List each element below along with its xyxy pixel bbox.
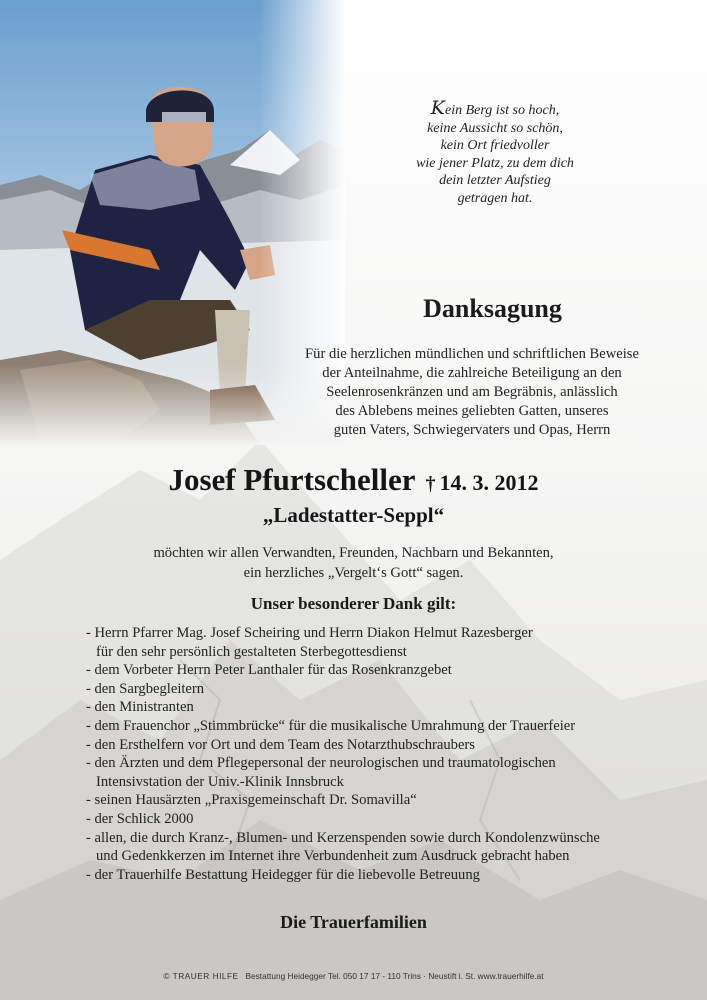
footer (0, 971, 707, 981)
poem-initial: K (430, 97, 445, 119)
thanks-list (86, 624, 686, 884)
thanks-paragraph (0, 543, 707, 583)
footer-contact: Bestattung Heidegger Tel. 050 17 17 - 110 Trins · Neustift i. St. www.trauerhilfe.at (245, 971, 544, 981)
list-item: - den Ersthelfern vor Ort und dem Team des Notarzthubschraubers (86, 736, 475, 753)
thanks-line: möchten wir allen Verwandten, Freunden, Nachbarn und Bekannten, (153, 545, 554, 561)
list-item-continuation: und Gedenkkerzen im Internet ihre Verbundenheit zum Ausdruck gebracht haben (96, 848, 570, 865)
list-item (86, 829, 686, 866)
intro-line: guten Vaters, Schwiegervaters und Opas, Herrn (333, 422, 611, 438)
intro-line: Für die herzlichen mündlichen und schriftlichen Beweise (305, 346, 639, 362)
list-item (86, 754, 686, 791)
poem-line: wie jener Platz, zu dem dich (416, 155, 574, 171)
list-item (86, 624, 686, 661)
deceased-name: Josef Pfurtscheller (168, 462, 416, 497)
list-item: - seinen Hausärzten „Praxisgemeinschaft Dr. Somavilla“ (86, 792, 417, 809)
poem-first-line-rest: ein Berg ist so hoch, (445, 103, 560, 118)
list-item-continuation: Intensivstation der Univ.-Klinik Innsbruck (96, 773, 344, 790)
list-item-text: - Herrn Pfarrer Mag. Josef Scheiring und Herrn Diakon Helmut Razesberger (86, 625, 533, 641)
list-item: - den Sargbegleitern (86, 680, 205, 697)
intro-line: Seelenrosenkränzen und am Begräbnis, anlässlich (326, 384, 618, 400)
list-item-continuation: für den sehr persönlich gestalteten Sterbegottesdienst (96, 643, 407, 660)
poem-line: keine Aussicht so schön, (427, 120, 563, 136)
death-date: 14. 3. 2012 (439, 470, 539, 495)
intro-line: der Anteilnahme, die zahlreiche Beteiligung an den (322, 365, 622, 381)
cross-icon: † (425, 473, 436, 495)
poem-first-line (395, 97, 595, 120)
page-title: Danksagung (423, 294, 562, 323)
deceased-nickname: „Ladestatter-Seppl“ (262, 503, 445, 527)
memorial-poem (395, 97, 595, 207)
list-item-text: - allen, die durch Kranz-, Blumen- und Kerzenspenden sowie durch Kondolenzwünsche (86, 829, 600, 846)
deceased-name-line (0, 462, 707, 498)
list-item: - dem Frauenchor „Stimmbrücke“ für die musikalische Umrahmung der Trauerfeier (86, 717, 576, 734)
signature: Die Trauerfamilien (280, 912, 427, 932)
intro-line: des Ablebens meines geliebten Gatten, unseres (335, 403, 609, 419)
thanks-line: ein herzliches „Vergelt‘s Gott“ sagen. (243, 565, 464, 581)
poem-line: getragen hat. (457, 190, 533, 206)
list-item: - den Ministranten (86, 699, 194, 716)
poem-line: dein letzter Aufstieg (439, 173, 551, 188)
list-item-text: - den Ärzten und dem Pflegepersonal der neurologischen und traumatologischen (86, 755, 556, 772)
footer-brand: © TRAUER HILFE (163, 971, 239, 981)
intro-paragraph (262, 345, 682, 440)
poem-line: kein Ort friedvoller (440, 138, 550, 153)
list-item: - der Schlick 2000 (86, 810, 194, 827)
list-item: - der Trauerhilfe Bestattung Heidegger für die liebevolle Betreuung (86, 866, 480, 883)
list-item: - dem Vorbeter Herrn Peter Lanthaler für das Rosenkranzgebet (86, 662, 452, 679)
special-thanks-heading: Unser besonderer Dank gilt: (250, 594, 457, 613)
